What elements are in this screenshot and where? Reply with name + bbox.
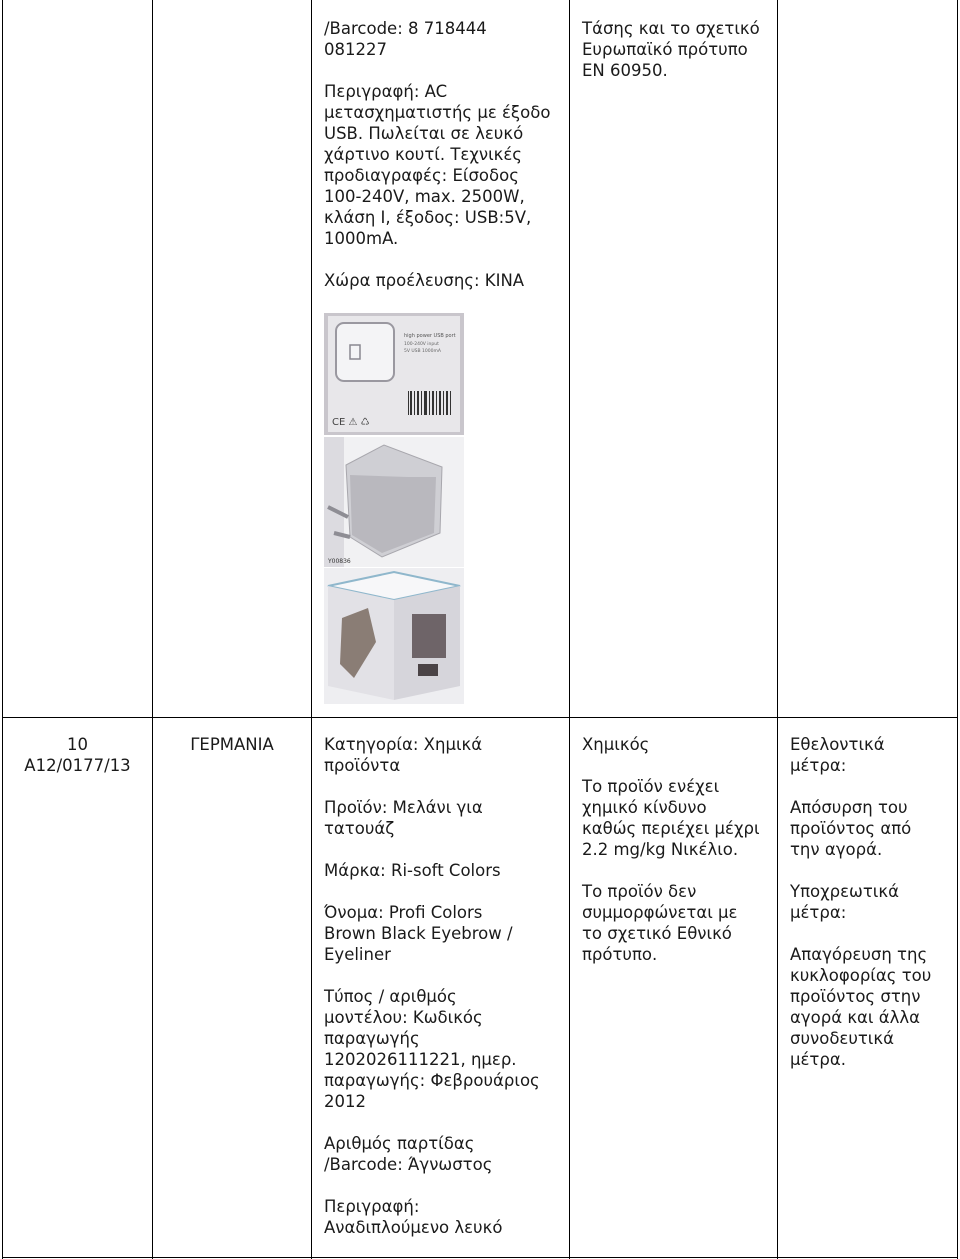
grid-line bbox=[152, 0, 153, 1259]
box-label-line: 100-240V input bbox=[404, 342, 439, 347]
batch-text: Αριθμός παρτίδας /Barcode: Άγνωστος bbox=[324, 1134, 493, 1174]
plug-label: Y00836 bbox=[328, 558, 351, 565]
row2-risk-cell bbox=[582, 734, 774, 965]
risk-description-text: Το προϊόν ενέχει χημικό κίνδυνο καθώς περιέχει μέχρι 2.2 mg/kg Νικέλιο. bbox=[582, 777, 760, 859]
grid-line bbox=[569, 0, 570, 1259]
box-marks: CE ⚠ ♺ bbox=[332, 417, 370, 428]
origin-text: Χώρα προέλευσης: ΚΙΝΑ bbox=[324, 271, 525, 290]
row2-number-cell bbox=[3, 734, 152, 776]
voluntary-measures-label: Εθελοντικά μέτρα: bbox=[790, 735, 885, 775]
notification-code: A12/0177/13 bbox=[24, 756, 131, 775]
country-text: ΓΕΡΜΑΝΙΑ bbox=[190, 735, 274, 754]
row1-risk-cell bbox=[582, 18, 772, 81]
risk-type-text: Χημικός bbox=[582, 735, 650, 754]
box-label-line: 5V USB 1000mA bbox=[404, 349, 441, 354]
grid-line bbox=[777, 0, 778, 1259]
product-plug-photo bbox=[324, 437, 464, 567]
voluntary-measures-text: Απόσυρση του προϊόντος από την αγορά. bbox=[790, 798, 912, 859]
row2-product-cell bbox=[324, 734, 564, 1238]
product-box-photo bbox=[324, 313, 464, 435]
standard-text: Τάσης και το σχετικό Ευρωπαϊκό πρότυπο EN 60950. bbox=[582, 19, 760, 80]
grid-line bbox=[2, 1257, 958, 1258]
mandatory-measures-text: Απαγόρευση της κυκλοφορίας του προϊόντος στην αγορά και άλλα συνοδευτικά μέτρα. bbox=[790, 945, 932, 1069]
row2-measures-cell bbox=[790, 734, 956, 1070]
name-text: Όνομα: Profi Colors Brown Black Eyebrow / Eyeliner bbox=[324, 903, 513, 964]
row2-country-cell bbox=[153, 734, 311, 755]
box-label-line: high power USB port bbox=[404, 333, 456, 339]
brand-text: Μάρκα: Ri-soft Colors bbox=[324, 861, 501, 880]
product-package-photo bbox=[324, 568, 464, 704]
mandatory-measures-label: Υποχρεωτικά μέτρα: bbox=[790, 882, 899, 922]
description-text: Περιγραφή: Αναδιπλούμενο λευκό bbox=[324, 1197, 503, 1237]
product-text: Προϊόν: Μελάνι για τατουάζ bbox=[324, 798, 483, 838]
notification-number: 10 bbox=[67, 735, 88, 754]
description-text: Περιγραφή: AC μετασχηματιστής με έξοδο USB. Πωλείται σε λευκό χάρτινο κουτί. Τεχνικές προδιαγραφές: Είσοδος 100-240V, max. 2500W, κλάση I, έξοδος: USB:5V, 1000mA. bbox=[324, 82, 551, 248]
grid-line bbox=[2, 717, 958, 718]
category-text: Κατηγορία: Χημικά προϊόντα bbox=[324, 735, 483, 775]
grid-line bbox=[957, 0, 958, 1259]
barcode-text: /Barcode: 8 718444 081227 bbox=[324, 19, 487, 59]
grid-line bbox=[311, 0, 312, 1259]
row1-product-cell bbox=[324, 18, 564, 291]
grid-line bbox=[2, 0, 3, 1259]
risk-compliance-text: Το προϊόν δεν συμμορφώνεται με το σχετικό Εθνικό πρότυπο. bbox=[582, 882, 738, 964]
model-text: Τύπος / αριθμός μοντέλου: Κωδικός παραγωγής 1202026111221, ημερ. παραγωγής: Φεβρουάριος 2012 bbox=[324, 987, 540, 1111]
